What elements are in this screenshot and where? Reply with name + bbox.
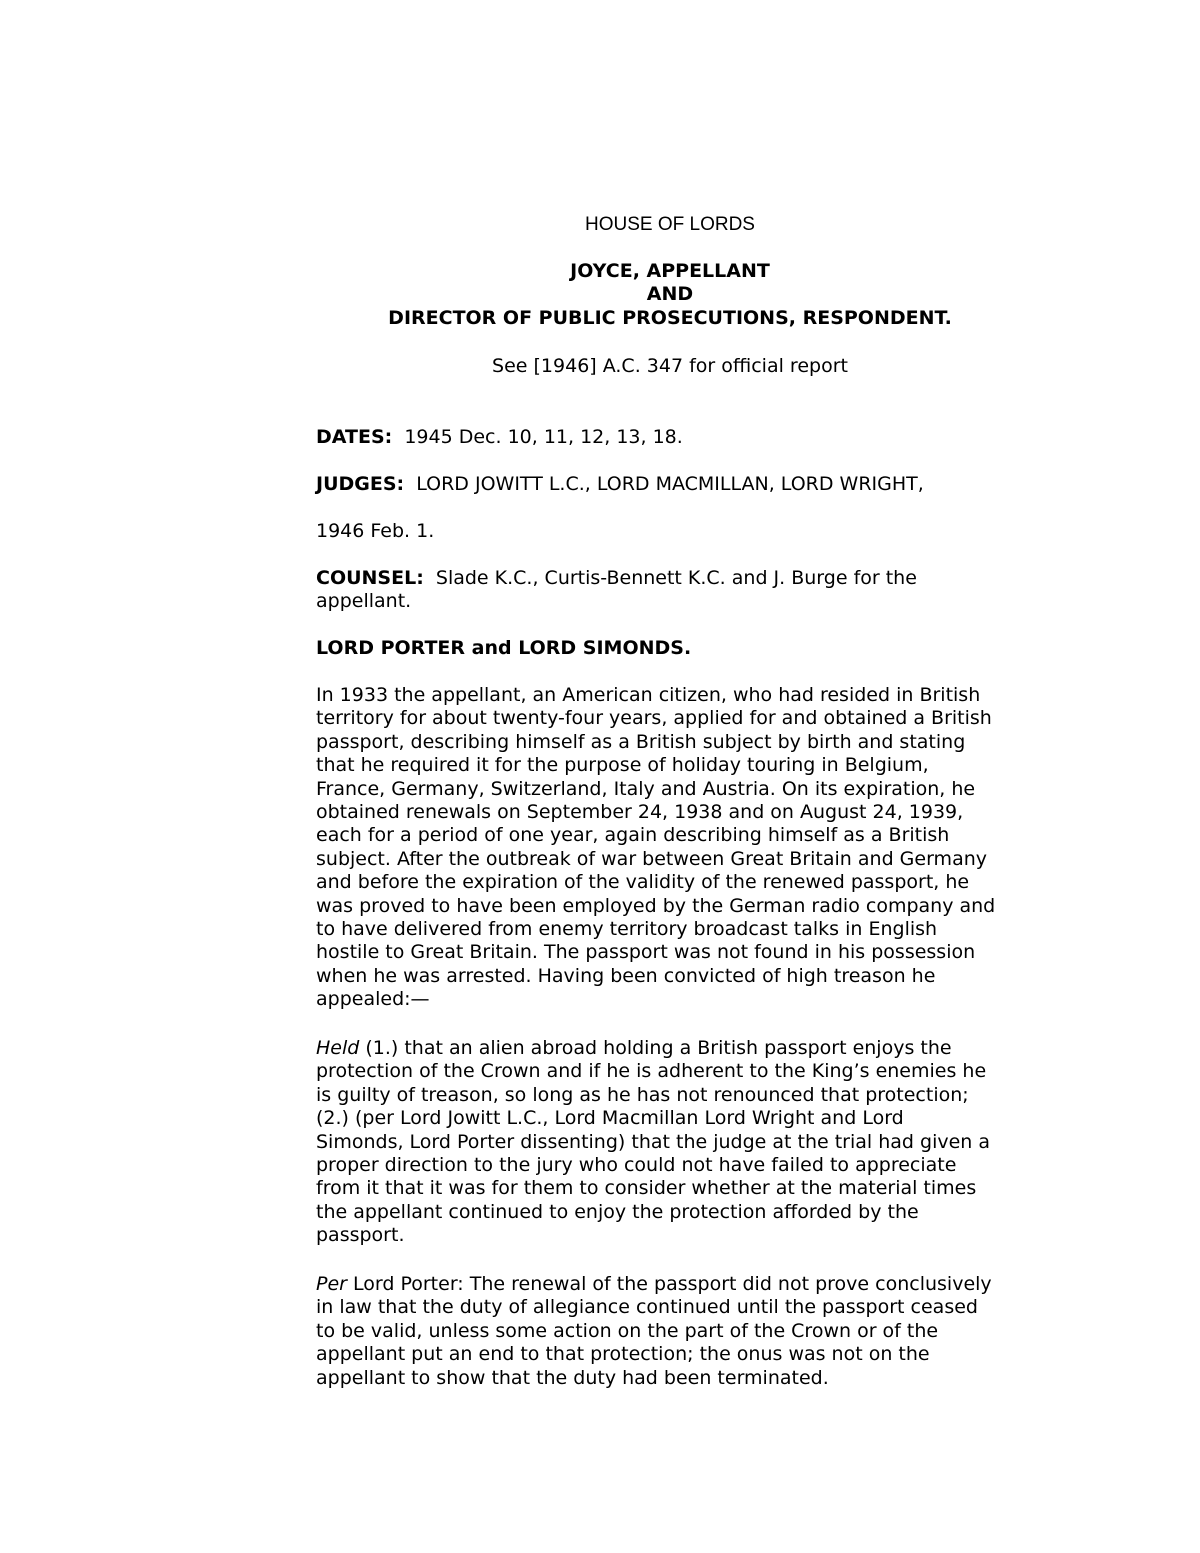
lords-heading: LORD PORTER and LORD SIMONDS. [316, 637, 692, 659]
facts-line: obtained renewals on September 24, 1938 and on August 24, 1939, [316, 801, 964, 824]
facts-line: In 1933 the appellant, an American citizen, who had resided in British [316, 684, 981, 706]
facts-line: France, Germany, Switzerland, Italy and Austria. On its expiration, he [316, 777, 976, 800]
per-lead: Per [316, 1273, 347, 1295]
per-paragraph [316, 1273, 1036, 1390]
dates-label: DATES: [316, 426, 393, 448]
facts-line: and before the expiration of the validity of the renewed passport, he [316, 871, 970, 894]
counsel-value-line-1: Slade K.C., Curtis-Bennett K.C. and J. Burge for the [435, 567, 917, 589]
facts-line: to have delivered from enemy territory broadcast talks in English [316, 918, 938, 941]
counsel-value-line-2: appellant. [316, 590, 412, 613]
judges-value: LORD JOWITT L.C., LORD MACMILLAN, LORD WRIGHT, [416, 473, 924, 495]
official-report-note: See [1946] A.C. 347 for official report [492, 355, 848, 377]
held-paragraph [316, 1037, 1036, 1248]
court-name: HOUSE OF LORDS [585, 214, 755, 235]
held-line: is guilty of treason, so long as he has not renounced that protection; [316, 1083, 969, 1106]
held-line: from it that it was for them to consider whether at the material times [316, 1177, 977, 1200]
held-first-line: (1.) that an alien abroad holding a British passport enjoys the [359, 1037, 952, 1059]
per-first-line: Lord Porter: The renewal of the passport did not prove conclusively [346, 1273, 992, 1295]
judges-label: JUDGES: [316, 473, 405, 495]
respondent-line: DIRECTOR OF PUBLIC PROSECUTIONS, RESPONDENT. [388, 306, 952, 329]
facts-line: appealed:— [316, 988, 430, 1011]
per-line: to be valid, unless some action on the part of the Crown or of the [316, 1319, 939, 1342]
conjunction-line: AND [646, 283, 694, 306]
facts-line: hostile to Great Britain. The passport was not found in his possession [316, 941, 976, 964]
appellant-line: JOYCE, APPELLANT [570, 260, 770, 282]
facts-line: that he required it for the purpose of holiday touring in Belgium, [316, 754, 929, 777]
case-parties [0, 260, 1200, 330]
facts-line: was proved to have been employed by the German radio company and [316, 894, 996, 917]
dates-value: 1945 Dec. 10, 11, 12, 13, 18. [404, 426, 683, 448]
held-line: (2.) (per Lord Jowitt L.C., Lord Macmillan Lord Wright and Lord [316, 1107, 904, 1130]
facts-paragraph [316, 684, 1036, 1012]
facts-line: subject. After the outbreak of war between Great Britain and Germany [316, 847, 987, 870]
judgment-date: 1946 Feb. 1. [316, 520, 435, 542]
held-line: protection of the Crown and if he is adherent to the King’s enemies he [316, 1060, 987, 1083]
per-line: appellant put an end to that protection; the onus was not on the [316, 1343, 930, 1366]
held-line: Simonds, Lord Porter dissenting) that the judge at the trial had given a [316, 1130, 991, 1153]
held-line: proper direction to the jury who could not have failed to appreciate [316, 1154, 957, 1177]
judges-line [316, 473, 1036, 496]
counsel-label: COUNSEL: [316, 567, 424, 589]
per-line: in law that the duty of allegiance continued until the passport ceased [316, 1296, 978, 1319]
counsel-paragraph [316, 567, 1036, 614]
held-line: the appellant continued to enjoy the protection afforded by the [316, 1200, 919, 1223]
facts-line: territory for about twenty-four years, applied for and obtained a British [316, 707, 992, 730]
facts-line: each for a period of one year, again describing himself as a British [316, 824, 950, 847]
held-lead: Held [316, 1037, 360, 1059]
dates-line [316, 426, 1036, 449]
held-line: passport. [316, 1224, 405, 1247]
per-line: appellant to show that the duty had been terminated. [316, 1366, 829, 1389]
facts-line: when he was arrested. Having been convicted of high treason he [316, 964, 936, 987]
facts-line: passport, describing himself as a British subject by birth and stating [316, 730, 966, 753]
